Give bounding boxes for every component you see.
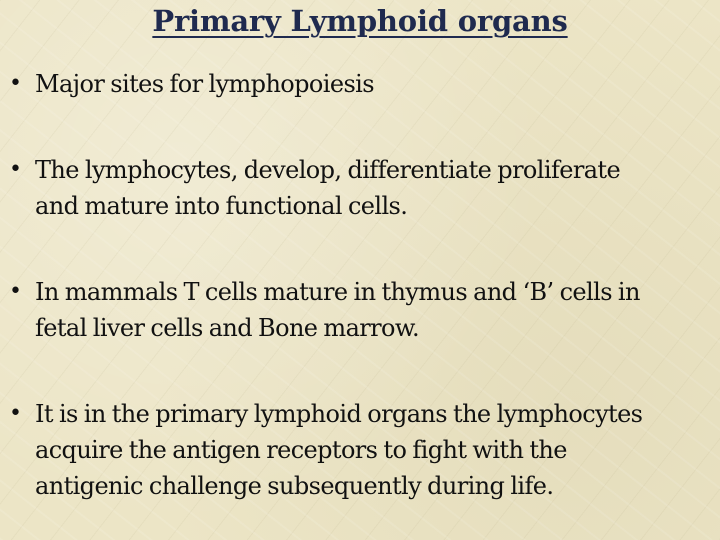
bullet-line: acquire the antigen receptors to fight with the (35, 436, 567, 464)
bullet-line: Major sites for lymphopoiesis (35, 70, 374, 98)
bullet-text (35, 274, 715, 346)
bullet-dot-icon: • (9, 279, 22, 304)
bullet-dot-icon: • (9, 157, 22, 182)
bullet-dot-icon: • (9, 71, 22, 96)
bullet-text (35, 152, 715, 224)
bullet-dot-icon: • (9, 401, 22, 426)
bullet-line: The lymphocytes, develop, differentiate proliferate (35, 156, 621, 184)
bullet-line: fetal liver cells and Bone marrow. (35, 314, 420, 342)
bullet-line: It is in the primary lymphoid organs the lymphocytes (35, 400, 643, 428)
bullet-line: antigenic challenge subsequently during life. (35, 472, 554, 500)
bullet-line: In mammals T cells mature in thymus and ‘B’ cells in (35, 278, 640, 306)
bullet-text (35, 66, 715, 102)
slide-title: Primary Lymphoid organs (152, 4, 568, 38)
bullet-text (35, 396, 715, 504)
bullet-line: and mature into functional cells. (35, 192, 408, 220)
